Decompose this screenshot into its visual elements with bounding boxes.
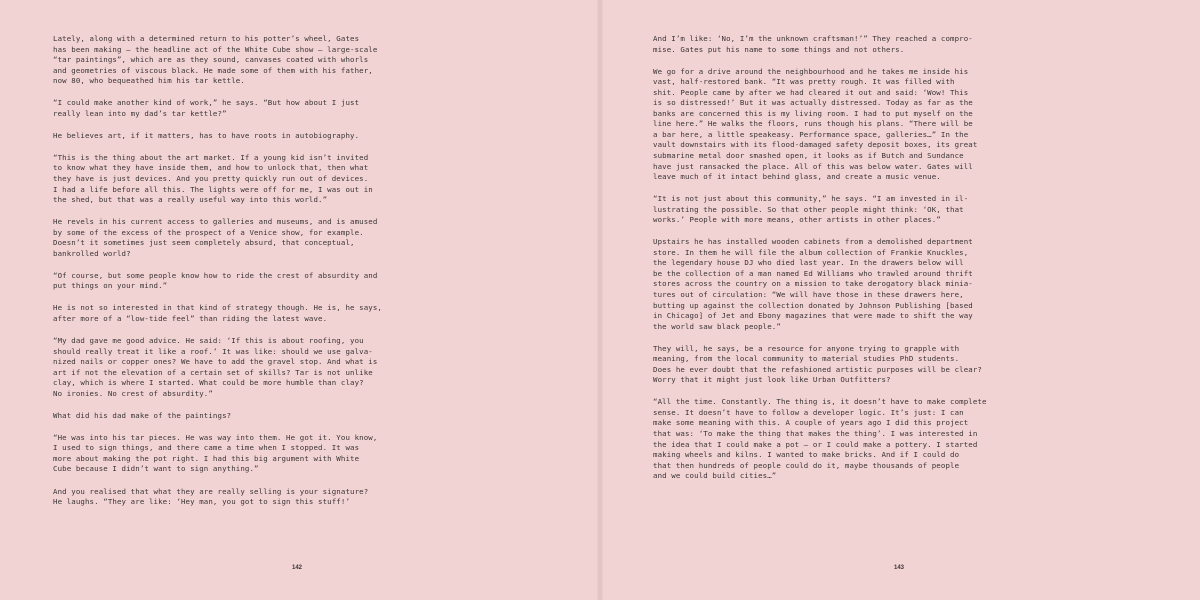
paragraph: We go for a drive around the neighbourhood and he takes me inside his vast, half-restored bank. “It was pretty rough. It was filled with shit. People came by after we had cleared it out and said: ‘Wow! This is so distressed!’ But it was actually distressed. Today as far as the banks are concerned this is my living room. I had to put myself on the line here.” He walks the floors, runs though his plans. “There will be a bar here, a little speakeasy. Performance space, galleries…” In the vault downstairs with its flood-damaged safety deposit boxes, its great submarine metal door smashed open, it looks as if Butch and Sundance have just ransacked the place. All of this was below water. Gates will leave much of it intact behind glass, and create a music venue. xyxy=(653,66,978,182)
paragraph: “This is the thing about the art market. If a young kid isn’t invited to know what they have inside them, and how to unlock that, then what they have is just devices. And you pretty quickly run out of devices. I had a life before all this. The lights were off for me, I was out in the shed, but that was a really useful way into this world.” xyxy=(53,152,373,205)
paragraph: “All the time. Constantly. The thing is, it doesn’t have to make complete sense. It doesn’t have to follow a developer logic. It’s just: I can make some meaning with this. A couple of years ago I did this project that was: ‘To make the thing that makes the thing’. I was interested in the idea that I could make a pot – or I could make a pottery. I started making wheels and kilns. I wanted to make bricks. And if I could do that then hundreds of people could do it, maybe thousands of people and we could build cities…” xyxy=(653,397,987,481)
paragraph: “Of course, but some people know how to ride the crest of absurdity and put things on your mind.” xyxy=(53,270,378,291)
page-number: 142 xyxy=(292,565,303,571)
right-page xyxy=(600,0,1200,600)
paragraph: He revels in his current access to galleries and museums, and is amused by some of the excess of the prospect of a Venice show, for example. Doesn’t it sometimes just seem completely absurd, that conceptual, bankrolled world? xyxy=(53,217,378,258)
paragraph: Lately, along with a determined return to his potter’s wheel, Gates has been making – the headline act of the White Cube show – large-scale “tar paintings”, which are as they sound, canvases coated with whorls and geometries of viscous black. He made some of them with his father, now 80, who bequeathed him his tar kettle. xyxy=(53,34,378,86)
paragraph: He is not so interested in that kind of strategy though. He is, he says, after more of a “low-tide feel” than riding the latest wave. xyxy=(53,303,383,323)
paragraph: And you realised that what they are really selling is your signature? He laughs. “They are like: ‘Hey man, you got to sign this stuff!’ xyxy=(53,486,369,507)
right-text-column xyxy=(653,34,998,493)
page-number: 143 xyxy=(894,565,905,571)
paragraph: And I’m like: ‘No, I’m the unknown craftsman!’” They reached a compro- mise. Gates put his name to some things and not others. xyxy=(653,34,973,54)
paragraph: “It is not just about this community,” he says. “I am invested in il- lustrating the possible. So that other people might think: ‘OK, that works.’ People with more means, other artists in other places.” xyxy=(653,194,969,225)
paragraph: He believes art, if it matters, has to have roots in autobiography. xyxy=(53,130,360,140)
paragraph: “He was into his tar pieces. He was way into them. He got it. You know, I used to sign things, and there came a time when I stopped. It was more about making the pot right. I had this big argument with White Cube because I didn’t want to sign anything.” xyxy=(53,432,378,474)
paragraph: “I could make another kind of work,” he says. “But how about I just really lean into my dad’s tar kettle?” xyxy=(53,98,360,118)
paragraph: Upstairs he has installed wooden cabinets from a demolished department store. In them he will file the album collection of Frankie Knuckles, the legendary house DJ who died last year. In the drawers below will be the collection of a man named Ed Williams who trawled around thrift stores across the country on a mission to take derogatory black minia- tures out of circulation: “We will have those in these drawers here, butting up against the collection donated by Johnson Publishing [based in Chicago] of Jet and Ebony magazines that were made to shift the way the world saw black people.” xyxy=(653,237,973,331)
left-text-column xyxy=(53,34,385,519)
paragraph: “My dad gave me good advice. He said: ‘If this is about roofing, you should really treat it like a roof.’ It was like: should we use galva- nized nails or copper ones? We have to add the gravel stop. And what is art if not the elevation of a certain set of skills? Tar is not unlike clay, which is where I started. What could be more humble than clay? No ironies. No crest of absurdity.” xyxy=(53,335,378,398)
paragraph: They will, he says, be a resource for anyone trying to grapple with meaning, from the local community to material studies PhD students. Does he ever doubt that the refashioned artistic purposes will be clear? Worry that it might just look like Urban Outfitters? xyxy=(653,343,983,385)
paragraph: What did his dad make of the paintings? xyxy=(53,410,232,420)
